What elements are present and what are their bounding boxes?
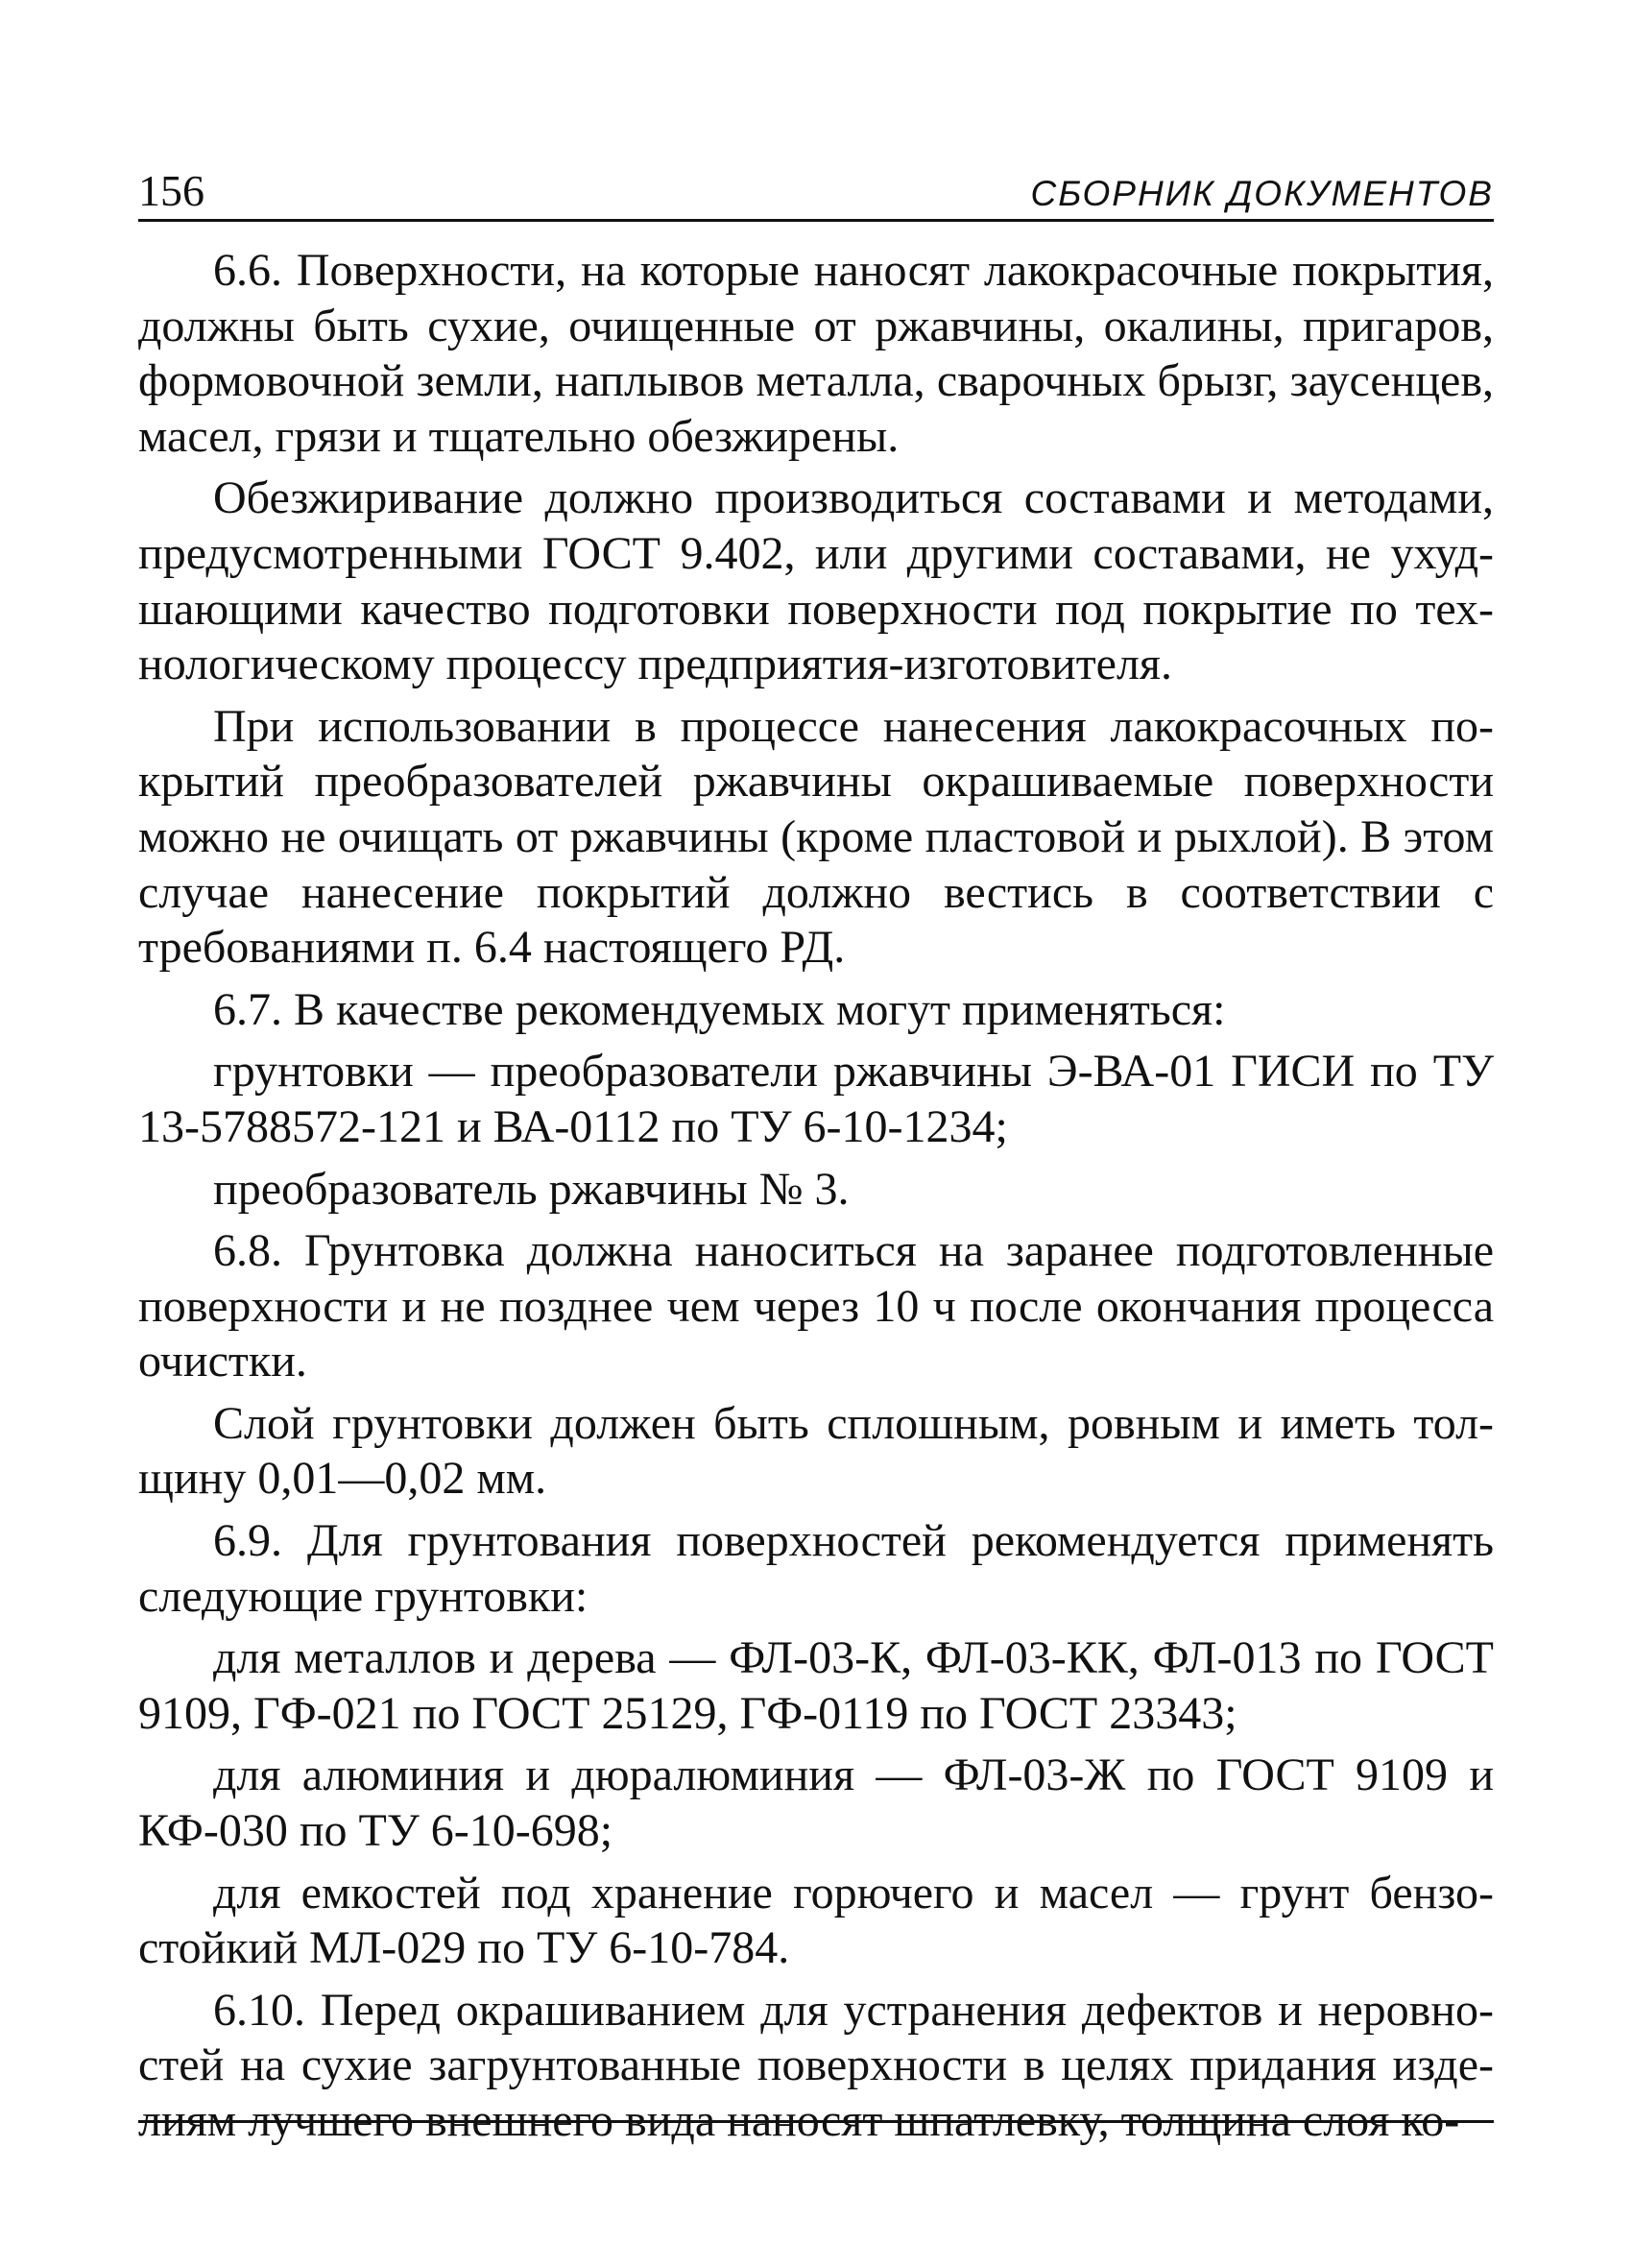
list-item-fuel-tanks: для емкостей под хранение горючего и масел — грунт бензостойкий МЛ-029 по ТУ 6-10-784. xyxy=(138,1867,1494,1974)
running-title: СБОРНИК ДОКУМЕНТОВ xyxy=(1030,174,1494,213)
paragraph-6-7: 6.7. В качестве рекомендуемых могут применяться: xyxy=(213,983,1226,1035)
paragraph-6-6: 6.6. Поверхности, на которые наносят лакокрасочные покрытия, должны быть сухие, очищенные от ржавчины, окалины, пригаров, формовочной земли, наплывов металла, сварочных брызг, заусенцев, масел, грязи и тщательно обезжирены. xyxy=(138,245,1494,462)
list-item-primers-converters: грунтовки — преобразователи ржавчины Э-ВА-01 ГИСИ по ТУ 13-5788572-121 и ВА-0112 по ТУ 6-10-1234; xyxy=(138,1046,1494,1152)
paragraph-6-8: 6.8. Грунтовка должна наноситься на заранее подготовленные поверхности и не позднее чем через 10 ч после окончания процесса очистки. xyxy=(138,1225,1494,1387)
list-item-metals-wood: для металлов и дерева — ФЛ-03-К, ФЛ-03-КК, ФЛ-013 по ГОСТ 9109, ГФ-021 по ГОСТ 25129, ГФ-0119 по ГОСТ 23343; xyxy=(138,1632,1494,1739)
paragraph-rust-converters: При использовании в процессе нанесения лакокрасочных покрытий преобразователей ржавчины окрашиваемые поверхности можно не очищать от ржавчины (кроме пластовой и рыхлой). В этом случае нанесение покрытий должно вестись в соответствии с требованиями п. 6.4 настоящего РД. xyxy=(138,700,1494,974)
list-item-aluminium: для алюминия и дюралюминия — ФЛ-03-Ж по ГОСТ 9109 и КФ-030 по ТУ 6-10-698; xyxy=(138,1749,1494,1857)
list-item-rust-converter-3: преобразователь ржавчины № 3. xyxy=(213,1163,850,1215)
paragraph-degreasing: Обезжиривание должно производиться составами и методами, предусмотренными ГОСТ 9.402, или другими составами, не ухудшающими качество подготовки поверхности под покрытие по технологическому процессу предприятия-изготовителя. xyxy=(138,472,1494,690)
document-page xyxy=(138,161,1494,2156)
page-header xyxy=(138,161,1494,222)
paragraph-6-10: 6.10. Перед окрашиванием для устранения дефектов и неровностей на сухие загрунтованные поверхности в целях придания изделиям лучшего внешнего вида наносят шпатлевку, толщина слоя ко- xyxy=(138,1984,1494,2146)
paragraph-primer-layer: Слой грунтовки должен быть сплошным, ровным и иметь толщину 0,01—0,02 мм. xyxy=(138,1397,1494,1505)
footer-rule xyxy=(138,2120,1494,2123)
page-number: 156 xyxy=(138,166,204,215)
paragraph-6-9: 6.9. Для грунтования поверхностей рекомендуется применять следующие грунтовки: xyxy=(138,1515,1494,1622)
body-text xyxy=(138,243,1494,2149)
